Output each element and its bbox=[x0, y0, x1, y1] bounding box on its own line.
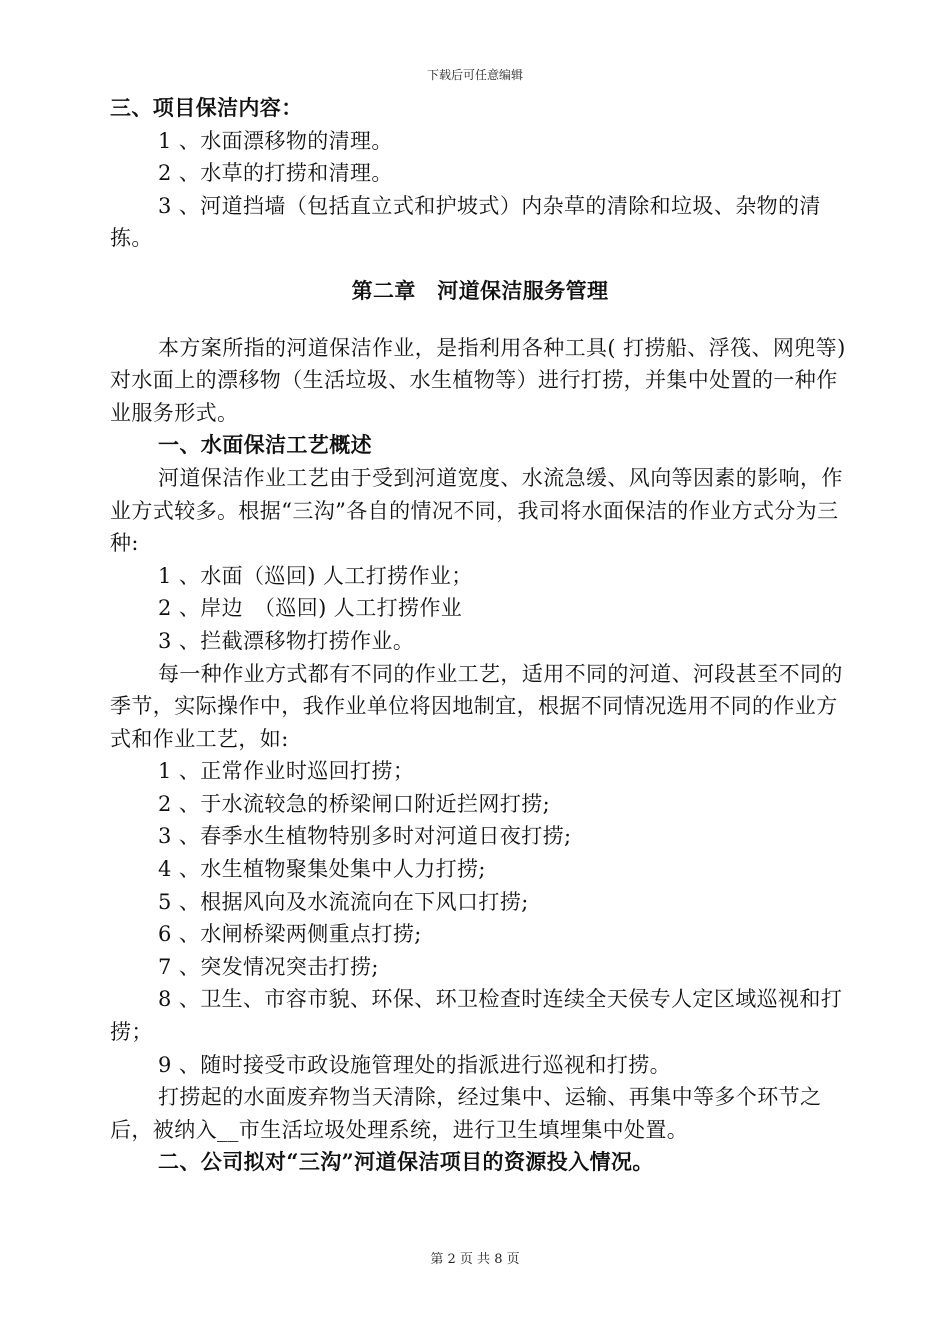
section-heading-3: 三、项目保洁内容： bbox=[110, 95, 303, 120]
list-item: 8 、卫生、市容市貌、环保、环卫检查时连续全天侯专人定区域巡视和打捞； bbox=[110, 987, 843, 1045]
list-item: 9 、随时接受市政设施管理处的指派进行巡视和打捞。 bbox=[158, 1052, 672, 1077]
list-item: 6 、水闸桥梁两侧重点打捞; bbox=[158, 922, 422, 947]
section-heading-2: 二、公司拟对“三沟”河道保洁项目的资源投入情况。 bbox=[158, 1149, 654, 1175]
list-item: 7 、突发情况突击打捞; bbox=[158, 954, 379, 979]
list-item: 1 、水面漂移物的清理。 bbox=[158, 128, 393, 153]
list-item: 3 、河道挡墙（包括直立式和护坡式）内杂草的清除和垃圾、杂物的清拣。 bbox=[110, 193, 821, 251]
list-item: 3 、春季水生植物特别多时对河道日夜打捞; bbox=[158, 824, 572, 849]
page-footer-number: 第 2 页 共 8 页 bbox=[430, 1252, 520, 1267]
body-paragraph: 河道保洁作业工艺由于受到河道宽度、水流急缓、风向等因素的影响，作业方式较多。根据“三沟”各自的情况不同，我司将水面保洁的作业方式分为三种: bbox=[110, 465, 843, 556]
page-header-note: 下载后可任意编辑 bbox=[426, 68, 523, 82]
body-paragraph: 打捞起的水面废弃物当天清除，经过集中、运输、再集中等多个环节之后，被纳入__市生活垃圾处理系统，进行卫生填埋集中处置。 bbox=[110, 1085, 822, 1142]
list-item: 2 、水草的打捞和清理。 bbox=[158, 161, 393, 186]
list-item: 2 、于水流较急的桥梁闸口附近拦网打捞; bbox=[158, 791, 551, 816]
list-item: 1 、正常作业时巡回打捞； bbox=[158, 759, 415, 784]
body-paragraph: 本方案所指的河道保洁作业，是指利用各种工具( 打捞船、浮筏、网兜等) 对水面上的漂移物（生活垃圾、水生植物等）进行打捞，并集中处置的一种作业服务形式。 bbox=[110, 335, 846, 425]
list-item: 5 、根据风向及水流流向在下风口打捞; bbox=[158, 889, 529, 914]
body-paragraph: 每一种作业方式都有不同的作业工艺，适用不同的河道、河段甚至不同的季节，实际操作中，我作业单位将因地制宜，根据不同情况选用不同的作业方式和作业工艺，如: bbox=[110, 661, 843, 751]
chapter-title: 第二章 河道保洁服务管理 bbox=[351, 277, 609, 303]
list-item: 4 、水生植物聚集处集中人力打捞; bbox=[158, 857, 486, 882]
list-item: 2 、岸边 （巡回) 人工打捞作业 bbox=[158, 596, 463, 621]
section-heading-1: 一、水面保洁工艺概述 bbox=[158, 432, 372, 458]
document-body bbox=[110, 92, 850, 1179]
list-item: 1 、水面（巡回) 人工打捞作业； bbox=[158, 563, 473, 588]
list-item: 3 、拦截漂移物打捞作业。 bbox=[158, 628, 415, 653]
